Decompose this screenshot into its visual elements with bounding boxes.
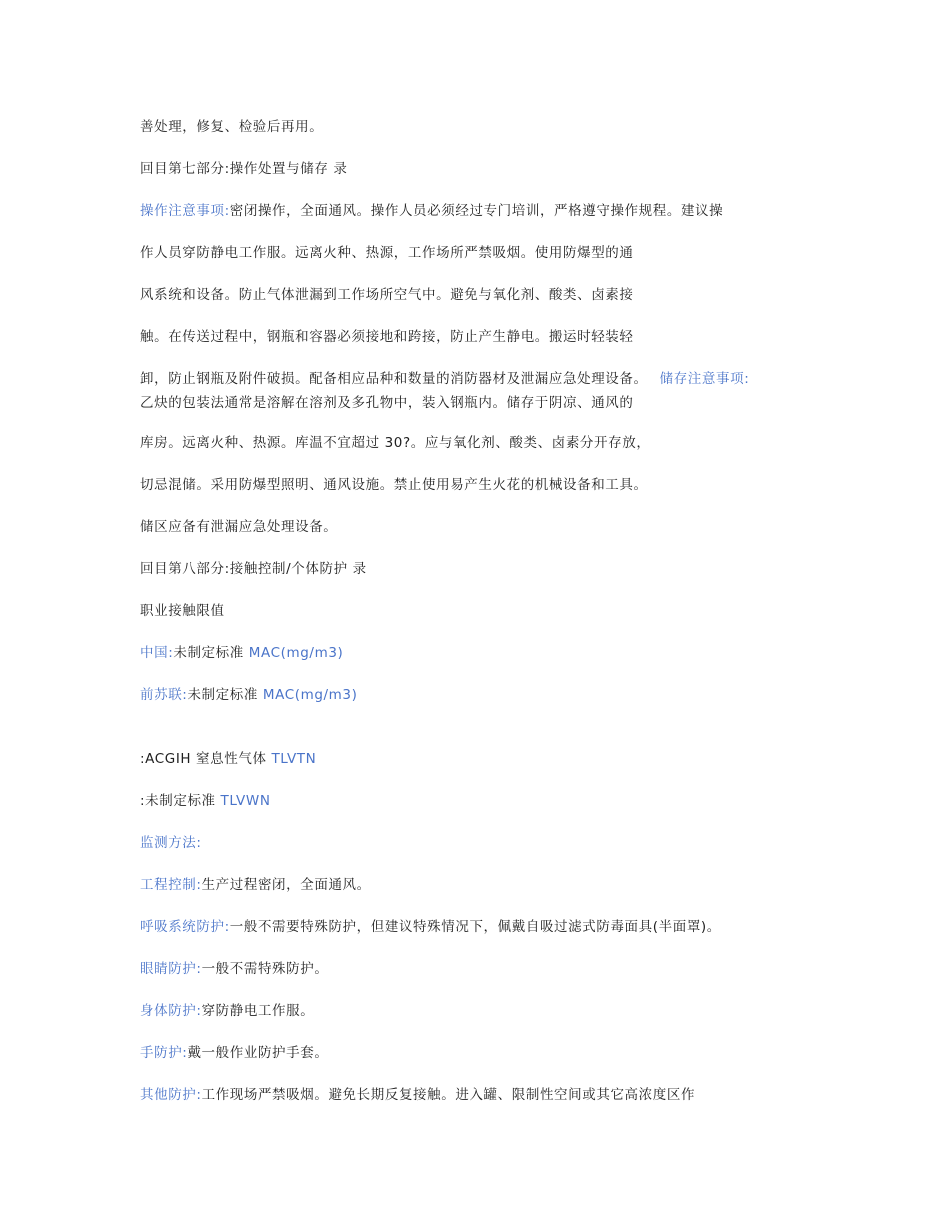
field-label: 中国: bbox=[140, 645, 174, 661]
text-line: 眼睛防护:一般不需特殊防护。 bbox=[140, 961, 329, 977]
text-line: 作人员穿防静电工作服。远离火种、热源，工作场所严禁吸烟。使用防爆型的通 bbox=[140, 245, 634, 261]
text-line: 乙炔的包装法通常是溶解在溶剂及多孔物中，装入钢瓶内。储存于阴凉、通风的 bbox=[140, 395, 634, 411]
text-line: 职业接触限值 bbox=[140, 603, 225, 619]
field-label: 呼吸系统防护: bbox=[140, 919, 230, 935]
text-line: 中国:未制定标准 MAC(mg/m3) bbox=[140, 645, 344, 661]
text-line: 其他防护:工作现场严禁吸烟。避免长期反复接触。进入罐、限制性空间或其它高浓度区作 bbox=[140, 1087, 696, 1103]
field-label: 手防护: bbox=[140, 1045, 188, 1061]
field-label: 身体防护: bbox=[140, 1003, 202, 1019]
field-label: 眼睛防护: bbox=[140, 961, 202, 977]
field-label: 其他防护: bbox=[140, 1087, 202, 1103]
section-heading-7: 回目第七部分:操作处置与储存 录 bbox=[140, 161, 348, 177]
text-line: 操作注意事项:密闭操作，全面通风。操作人员必须经过专门培训，严格遵守操作规程。建议操 bbox=[140, 203, 724, 219]
text-line: 卸，防止钢瓶及附件破损。配备相应品种和数量的消防器材及泄漏应急处理设备。 储存注意事项: bbox=[140, 371, 750, 387]
text-line: 风系统和设备。防止气体泄漏到工作场所空气中。避免与氧化剂、酸类、卤素接 bbox=[140, 287, 634, 303]
text-line: 手防护:戴一般作业防护手套。 bbox=[140, 1045, 329, 1061]
field-label: 储存注意事项: bbox=[659, 371, 750, 387]
field-label: 监测方法: bbox=[140, 835, 202, 851]
text-line: 前苏联:未制定标准 MAC(mg/m3) bbox=[140, 687, 358, 703]
section-heading-8: 回目第八部分:接触控制/个体防护 录 bbox=[140, 561, 367, 577]
field-label: 操作注意事项: bbox=[140, 203, 230, 219]
field-label: 前苏联: bbox=[140, 687, 188, 703]
text-line: :ACGIH 窒息性气体 TLVTN bbox=[140, 751, 317, 767]
text-line: 善处理，修复、检验后再用。 bbox=[140, 119, 324, 135]
text-line: 触。在传送过程中，钢瓶和容器必须接地和跨接，防止产生静电。搬运时轻装轻 bbox=[140, 329, 634, 345]
text-line: 呼吸系统防护:一般不需要特殊防护，但建议特殊情况下，佩戴自吸过滤式防毒面具(半面罩)。 bbox=[140, 919, 721, 935]
text-line: 身体防护:穿防静电工作服。 bbox=[140, 1003, 315, 1019]
text-line: 库房。远离火种、热源。库温不宜超过 30?。应与氧化剂、酸类、卤素分开存放， bbox=[140, 435, 651, 451]
field-label: 工程控制: bbox=[140, 877, 202, 893]
text-line: 工程控制:生产过程密闭，全面通风。 bbox=[140, 877, 371, 893]
text-line bbox=[140, 834, 202, 852]
text-line: :未制定标准 TLVWN bbox=[140, 793, 271, 809]
text-line: 切忌混储。采用防爆型照明、通风设施。禁止使用易产生火花的机械设备和工具。 bbox=[140, 477, 648, 493]
text-line: 储区应备有泄漏应急处理设备。 bbox=[140, 519, 338, 535]
